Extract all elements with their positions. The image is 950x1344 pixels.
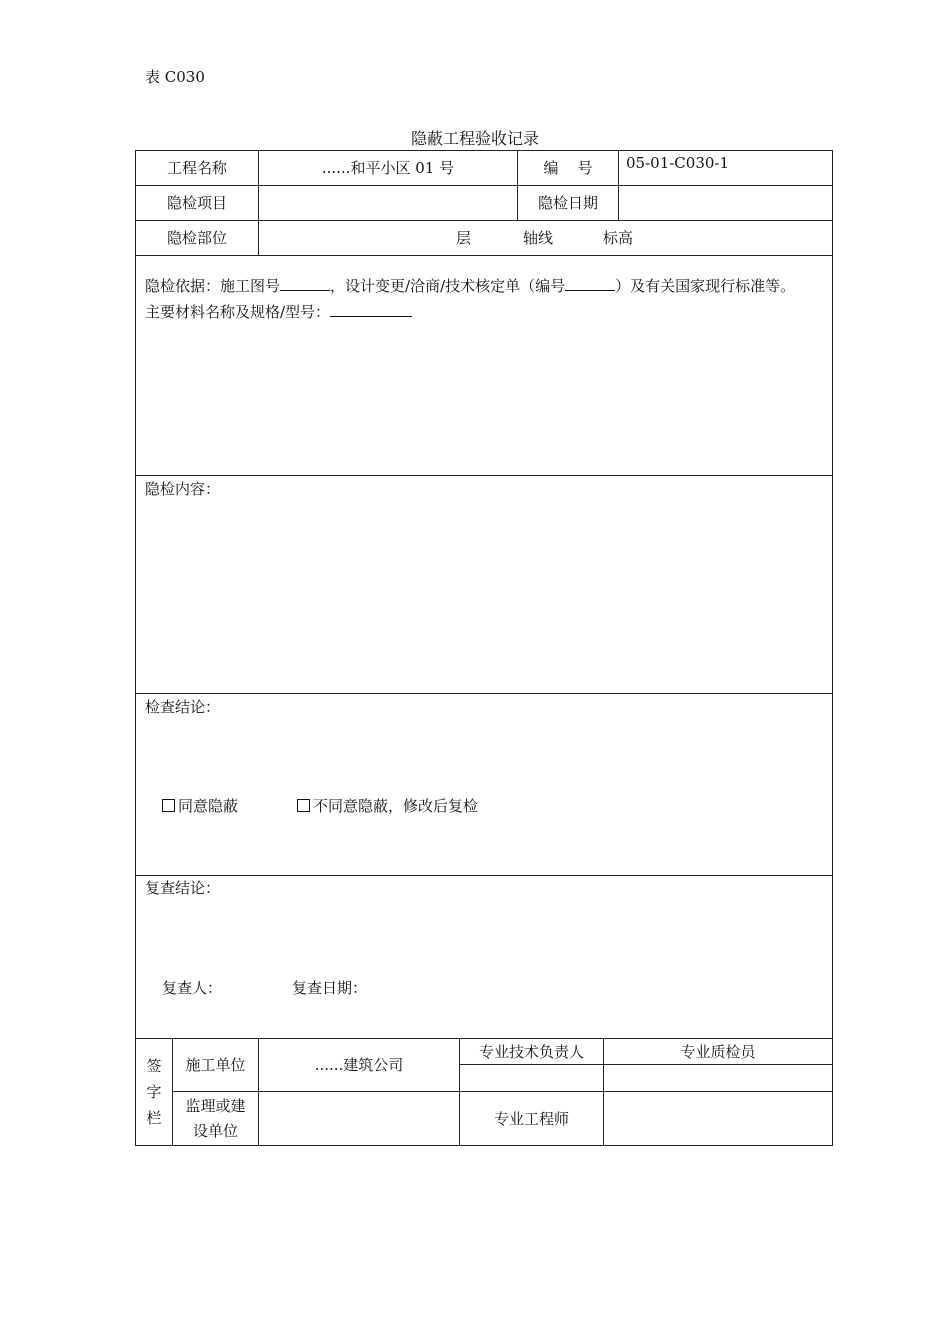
item-label: 隐检项目: [166, 194, 227, 212]
agree-checkbox[interactable]: [162, 799, 175, 812]
contractor-value[interactable]: ......建筑公司: [314, 1056, 404, 1074]
basis-line-2: [145, 301, 412, 323]
supervisor-value[interactable]: [259, 1092, 459, 1145]
disagree-label: 不同意隐蔽，修改后复检: [313, 797, 479, 815]
signature-column-text: 签字栏: [146, 1057, 162, 1127]
qc-label: 专业质检员: [680, 1042, 756, 1061]
tech-lead-signature[interactable]: [460, 1065, 603, 1091]
basis-standard-label: ）及有关国家现行标准等。: [615, 277, 796, 295]
project-name-value[interactable]: ......和平小区 01 号: [321, 159, 455, 177]
engineer-label: 专业工程师: [493, 1109, 569, 1128]
tech-lead-label: 专业技术负责人: [478, 1042, 584, 1061]
number-value[interactable]: 05-01-C030-1: [626, 154, 730, 172]
form-code: 表 C030: [145, 68, 205, 86]
agree-label: 同意隐蔽: [178, 797, 239, 815]
recheck-label: 复查结论：: [145, 879, 221, 897]
agree-option[interactable]: [162, 795, 238, 817]
conclusion-label: 检查结论：: [145, 698, 221, 716]
signature-column-label: [136, 1039, 172, 1145]
number-label: 编 号: [543, 159, 593, 177]
recheck-person-label: 复查人：: [162, 979, 223, 997]
change-number-blank[interactable]: [565, 276, 615, 291]
location-floor: 层: [456, 229, 472, 247]
materials-blank[interactable]: [330, 302, 412, 317]
location-elevation: 标高: [603, 229, 634, 247]
engineer-signature[interactable]: [604, 1092, 832, 1145]
supervisor-label-text: 监理或建设单位: [185, 1096, 246, 1140]
contractor-label: 施工单位: [185, 1056, 246, 1074]
date-label: 隐检日期: [537, 194, 598, 212]
basis-line-1: [145, 275, 795, 297]
disagree-option[interactable]: [297, 795, 478, 817]
basis-change-label: ，设计变更/洽商/技术核定单（编号: [330, 277, 566, 295]
materials-label: 主要材料名称及规格/型号：: [145, 303, 331, 321]
date-value[interactable]: [619, 186, 832, 220]
disagree-checkbox[interactable]: [297, 799, 310, 812]
form-title: 隐蔽工程验收记录: [410, 129, 539, 148]
drawing-number-blank[interactable]: [280, 276, 330, 291]
location-axis: 轴线: [523, 229, 554, 247]
supervisor-label: [173, 1092, 258, 1145]
qc-signature[interactable]: [604, 1065, 832, 1091]
recheck-date-label: 复查日期：: [292, 979, 368, 997]
basis-drawing-label: 隐检依据：施工图号: [145, 277, 281, 295]
content-area[interactable]: [136, 500, 832, 692]
location-label: 隐检部位: [166, 229, 227, 247]
project-name-label: 工程名称: [166, 159, 227, 177]
content-label: 隐检内容：: [145, 480, 221, 498]
item-value[interactable]: [259, 186, 517, 220]
